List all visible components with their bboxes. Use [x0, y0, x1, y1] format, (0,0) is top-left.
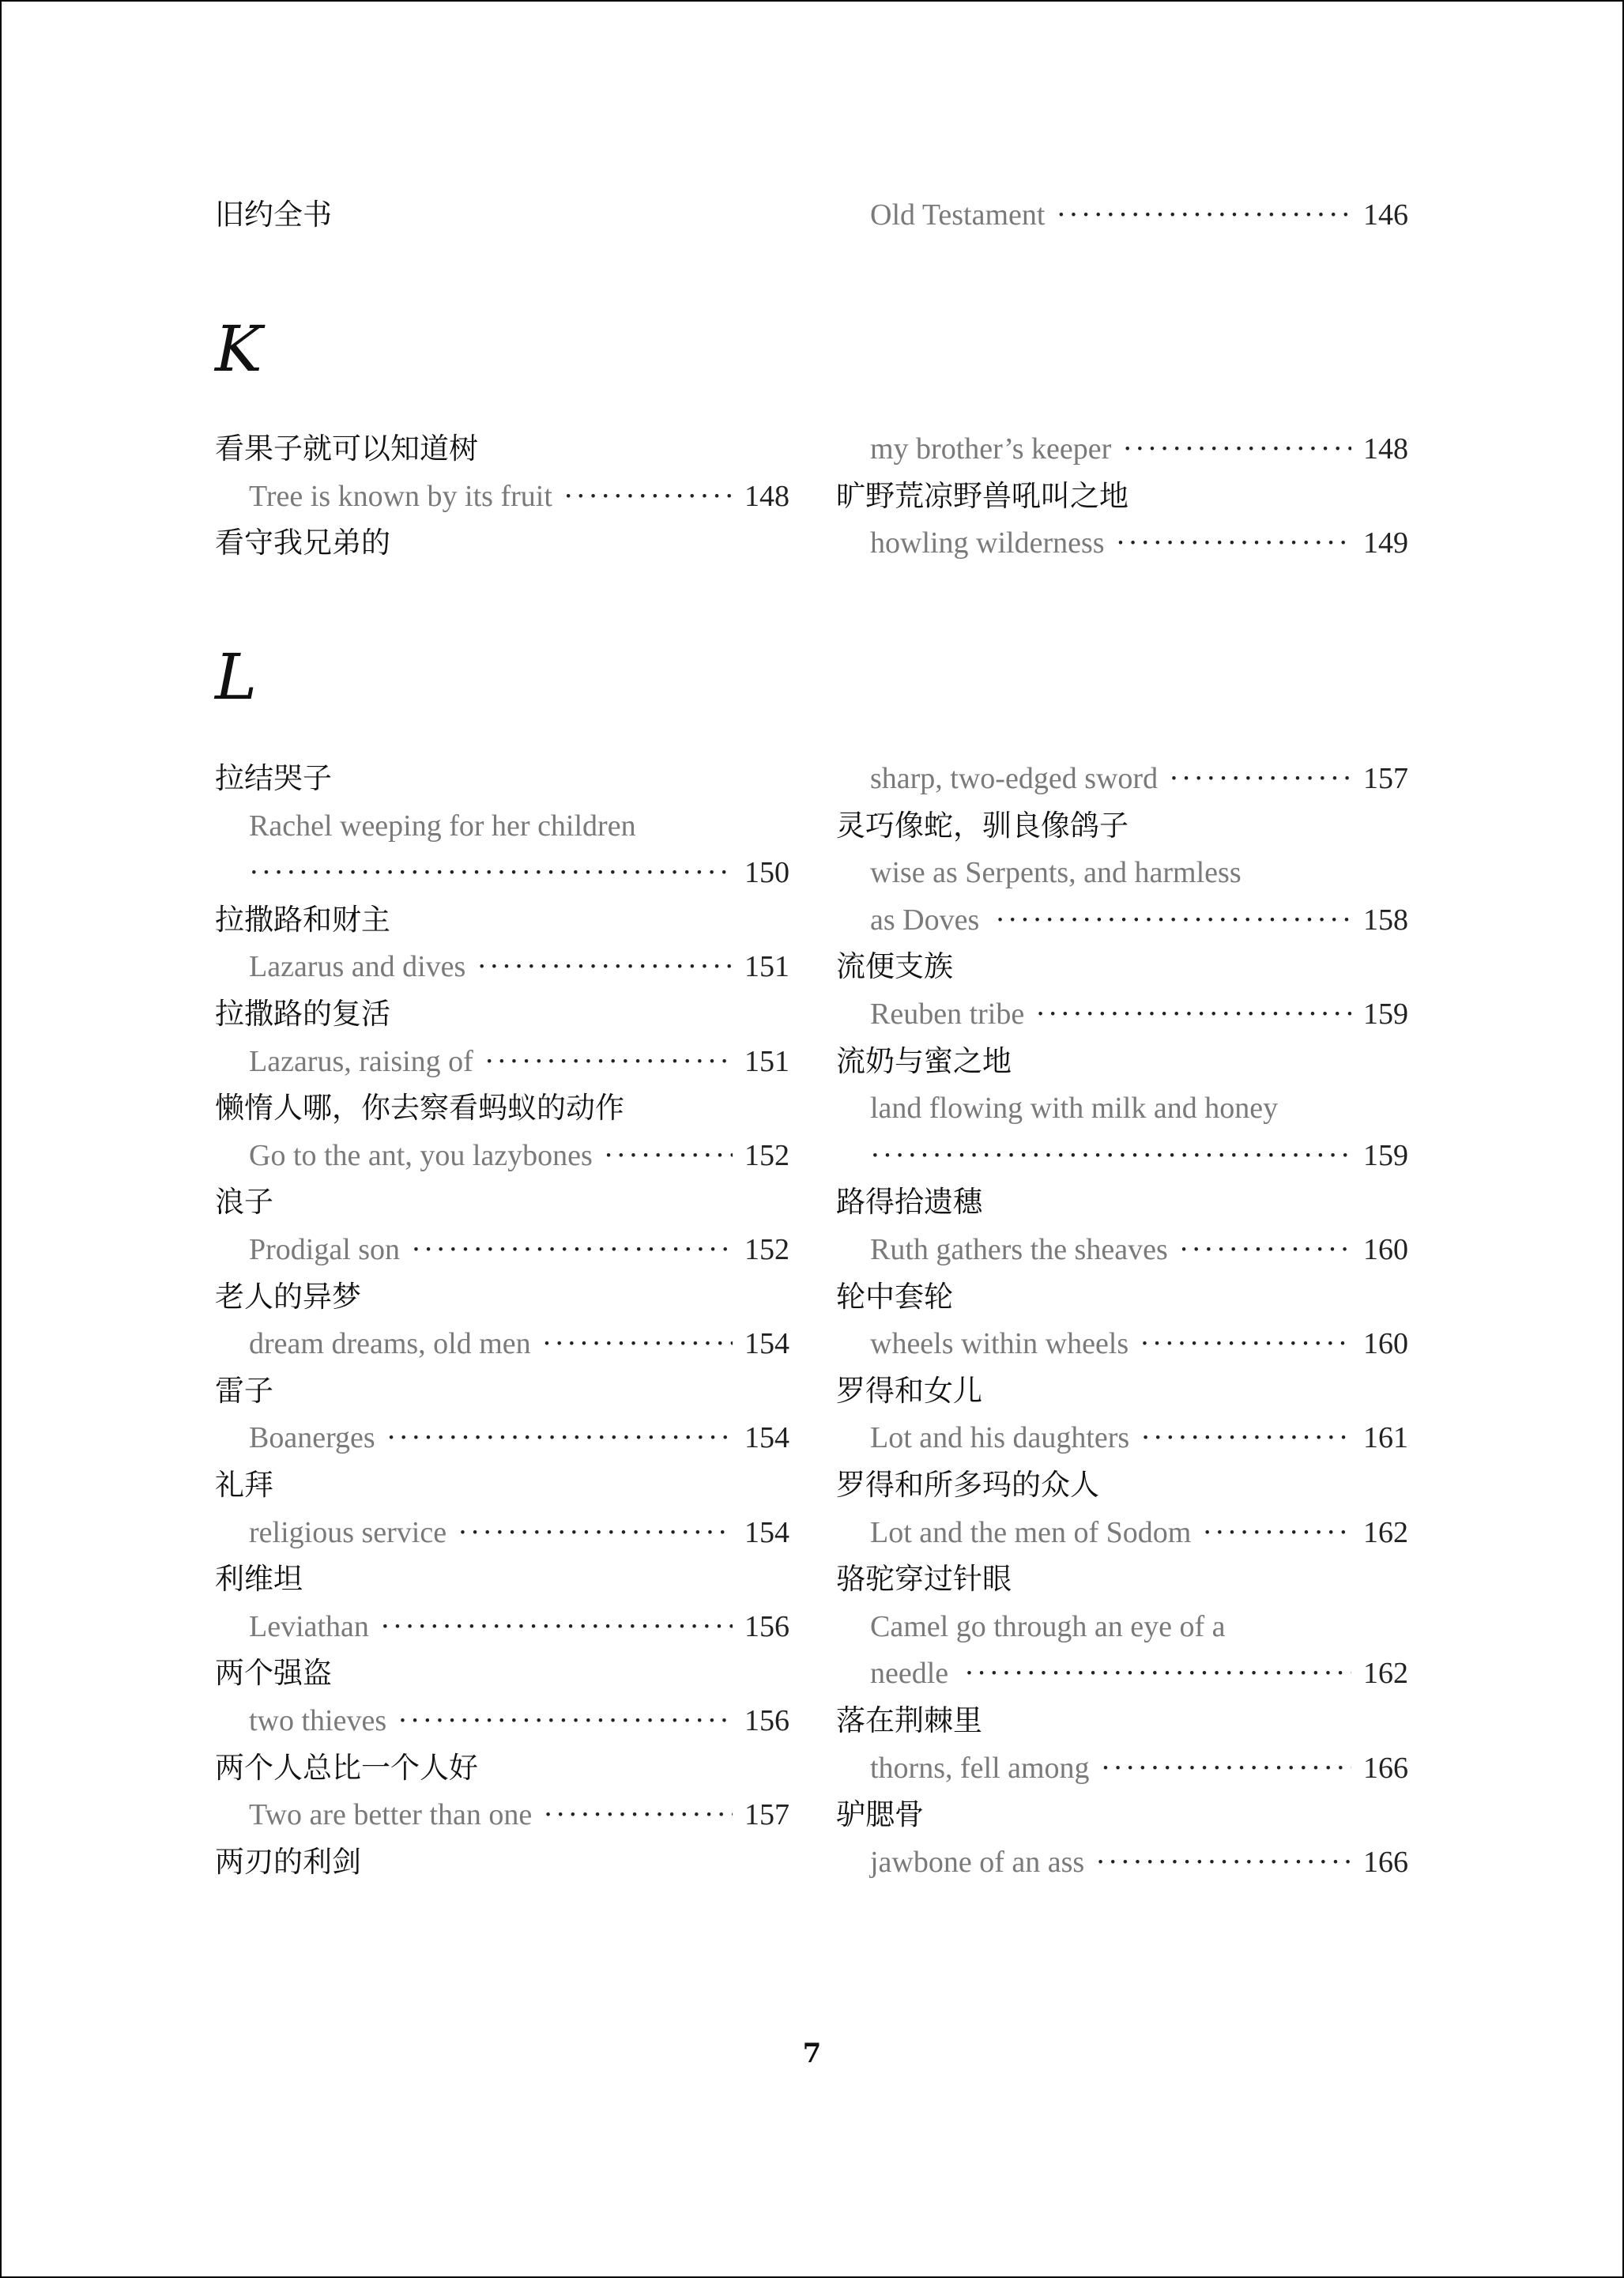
- entry-en: [215, 1320, 789, 1367]
- entry-en-text: land flowing with milk and honey: [870, 1092, 1279, 1126]
- entry-zh: 两刃的利剑: [215, 1844, 361, 1879]
- entry-page-number: 154: [744, 1421, 789, 1455]
- entry-en: [836, 1084, 1408, 1132]
- entry-en-text: Prodigal son: [249, 1233, 401, 1266]
- entry-zh: 拉撒路和财主: [215, 902, 390, 937]
- entry-en-text: needle: [870, 1657, 949, 1691]
- entry-en-text: two thieves: [249, 1704, 387, 1737]
- leader-dots: [1140, 1414, 1351, 1461]
- entry-en: [215, 473, 789, 520]
- entry-zh: 骆驼穿过针眼: [836, 1562, 1012, 1597]
- entry-en: [836, 896, 1408, 944]
- leader-dots: [1122, 425, 1351, 473]
- entry-en: [215, 1038, 789, 1085]
- leader-dots: [484, 1038, 733, 1085]
- entry-en-text: Reuben tribe: [870, 998, 1025, 1031]
- entry-en-text: Ruth gathers the sheaves: [870, 1233, 1168, 1266]
- leader-dots: [604, 1132, 733, 1179]
- entry-en: [836, 1839, 1408, 1886]
- entry-en-text: jawbone of an ass: [870, 1845, 1085, 1879]
- leader-dots: [1035, 990, 1351, 1038]
- entry-page-number: 156: [744, 1704, 789, 1737]
- leader-dots: [995, 896, 1351, 944]
- entry-en-text: Rachel weeping for her children: [249, 809, 636, 843]
- entry-en: [215, 943, 789, 990]
- entry-zh: 利维坦: [215, 1562, 303, 1597]
- entry-en-text: Lot and the men of Sodom: [870, 1515, 1192, 1549]
- entry-en: [215, 1414, 789, 1461]
- entry-zh: 罗得和女儿: [836, 1373, 982, 1408]
- entry-en: [836, 1132, 1408, 1179]
- entry-en-text: as Doves: [870, 903, 980, 937]
- leader-dots: [458, 1509, 733, 1556]
- entry-page-number: 154: [744, 1327, 789, 1361]
- entry-page-number: 154: [744, 1515, 789, 1549]
- entry-zh: 拉撒路的复活: [215, 997, 390, 1031]
- section-letter-k: K: [215, 312, 264, 386]
- entry-en-text: Camel go through an eye of a: [870, 1609, 1226, 1643]
- leader-dots: [542, 1320, 733, 1367]
- entry-en-text: Tree is known by its fruit: [249, 479, 552, 513]
- entry-en-text: religious service: [249, 1515, 447, 1549]
- entry-page-number: 156: [744, 1609, 789, 1643]
- entry-zh: 旷野荒凉野兽吼叫之地: [836, 478, 1129, 513]
- entry-en: [215, 1603, 789, 1650]
- entry-page-number: 152: [744, 1233, 789, 1266]
- entry-page-number: 151: [744, 1044, 789, 1078]
- entry-en-text: sharp, two-edged sword: [870, 762, 1159, 795]
- entry-page-number: 148: [744, 479, 789, 513]
- entry-page-number: 161: [1363, 1421, 1408, 1455]
- entry-page-number: 157: [744, 1798, 789, 1832]
- section-letter-l: L: [215, 640, 259, 714]
- leader-dots: [1101, 1744, 1351, 1792]
- entry-page-number: 157: [1363, 762, 1408, 795]
- entry-zh: 轮中套轮: [836, 1279, 953, 1314]
- entry-en-text: Go to the ant, you lazybones: [249, 1138, 593, 1172]
- leader-dots: [1169, 755, 1351, 802]
- entry-zh: 灵巧像蛇，驯良像鸽子: [836, 808, 1129, 843]
- leader-dots: [543, 1791, 733, 1839]
- leader-dots: [1056, 191, 1351, 239]
- entry-page-number: 162: [1363, 1657, 1408, 1691]
- entry-zh: 落在荆棘里: [836, 1703, 982, 1737]
- leader-dots: [398, 1697, 733, 1744]
- leader-dots: [386, 1414, 733, 1461]
- leader-dots: [1140, 1320, 1351, 1367]
- entry-page-number: 158: [1363, 903, 1408, 937]
- entry-en-text: Lazarus, raising of: [249, 1044, 473, 1078]
- entry-en: [836, 1650, 1408, 1697]
- leader-dots: [964, 1650, 1351, 1697]
- entry-en: [215, 1132, 789, 1179]
- entry-en: [836, 519, 1408, 567]
- entry-en-text: Two are better than one: [249, 1798, 533, 1832]
- leader-dots: [477, 943, 733, 990]
- entry-zh: 老人的异梦: [215, 1279, 361, 1314]
- entry-en: [836, 1226, 1408, 1273]
- entry-page-number: 148: [1363, 432, 1408, 466]
- entry-zh: 懒惰人哪，你去察看蚂蚁的动作: [215, 1091, 624, 1126]
- entry-zh-old-testament: 旧约全书: [215, 198, 332, 232]
- entry-page-number: 160: [1363, 1327, 1408, 1361]
- leader-dots: [1202, 1509, 1351, 1556]
- entry-en-text: thorns, fell among: [870, 1751, 1090, 1785]
- entry-page-number: 160: [1363, 1233, 1408, 1266]
- entry-page-number: 149: [1363, 526, 1408, 560]
- entry-en: [836, 425, 1408, 473]
- entry-zh: 两个人总比一个人好: [215, 1750, 478, 1785]
- entry-page-number: 166: [1363, 1845, 1408, 1879]
- entry-en: [836, 990, 1408, 1038]
- entry-en-text: Lazarus and dives: [249, 950, 466, 984]
- entry-en: [215, 802, 789, 850]
- entry-en: [836, 1603, 1408, 1650]
- entry-zh: 看果子就可以知道树: [215, 432, 478, 466]
- entry-page-number: 162: [1363, 1515, 1408, 1549]
- entry-zh: 罗得和所多玛的众人: [836, 1468, 1099, 1502]
- leader-dots: [1095, 1839, 1351, 1886]
- entry-en: [215, 1226, 789, 1273]
- entry-en: [836, 1414, 1408, 1461]
- entry-page-number: 159: [1363, 998, 1408, 1031]
- entry-en-text: wise as Serpents, and harmless: [870, 856, 1242, 890]
- entry-page-number: 150: [744, 856, 789, 890]
- entry-en: [836, 849, 1408, 896]
- entry-zh: 拉结哭子: [215, 761, 332, 795]
- entry-en-text: Leviathan: [249, 1609, 369, 1643]
- entry-en-text: Lot and his daughters: [870, 1421, 1130, 1455]
- leader-dots: [1116, 519, 1351, 567]
- entry-en: [836, 1509, 1408, 1556]
- page-number: 7: [802, 2038, 822, 2069]
- entry-zh: 两个强盗: [215, 1656, 332, 1691]
- entry-zh: 浪子: [215, 1185, 273, 1220]
- entry-en-text: my brother’s keeper: [870, 432, 1112, 466]
- leader-dots: [249, 849, 733, 896]
- entry-page-number: 152: [744, 1138, 789, 1172]
- leader-dots: [563, 473, 733, 520]
- entry-page-number: 151: [744, 950, 789, 984]
- entry-page-number: 146: [1363, 198, 1408, 232]
- entry-zh: 看守我兄弟的: [215, 526, 390, 560]
- leader-dots: [380, 1603, 733, 1650]
- entry-page-number: 159: [1363, 1138, 1408, 1172]
- entry-en-text: Old Testament: [870, 198, 1046, 232]
- entry-en-text: Boanerges: [249, 1421, 375, 1455]
- entry-en-text: wheels within wheels: [870, 1327, 1129, 1361]
- leader-dots: [870, 1132, 1351, 1179]
- entry-page-number: 166: [1363, 1751, 1408, 1785]
- entry-en: [215, 1697, 789, 1744]
- entry-zh: 流便支族: [836, 949, 953, 984]
- entry-zh: 流奶与蜜之地: [836, 1043, 1012, 1078]
- entry-en: [836, 1320, 1408, 1367]
- entry-en: [215, 1509, 789, 1556]
- leader-dots: [411, 1226, 733, 1273]
- entry-en: [836, 755, 1408, 802]
- leader-dots: [1179, 1226, 1351, 1273]
- entry-en: [836, 1744, 1408, 1792]
- entry-en-text: howling wilderness: [870, 526, 1105, 560]
- entry-en: [215, 849, 789, 896]
- entry-en-old-testament: [836, 191, 1408, 239]
- entry-zh: 礼拜: [215, 1468, 273, 1502]
- entry-zh: 路得拾遗穗: [836, 1185, 982, 1220]
- entry-zh: 雷子: [215, 1373, 273, 1408]
- entry-zh: 驴腮骨: [836, 1797, 924, 1832]
- entry-en: [215, 1791, 789, 1839]
- entry-en-text: dream dreams, old men: [249, 1327, 531, 1361]
